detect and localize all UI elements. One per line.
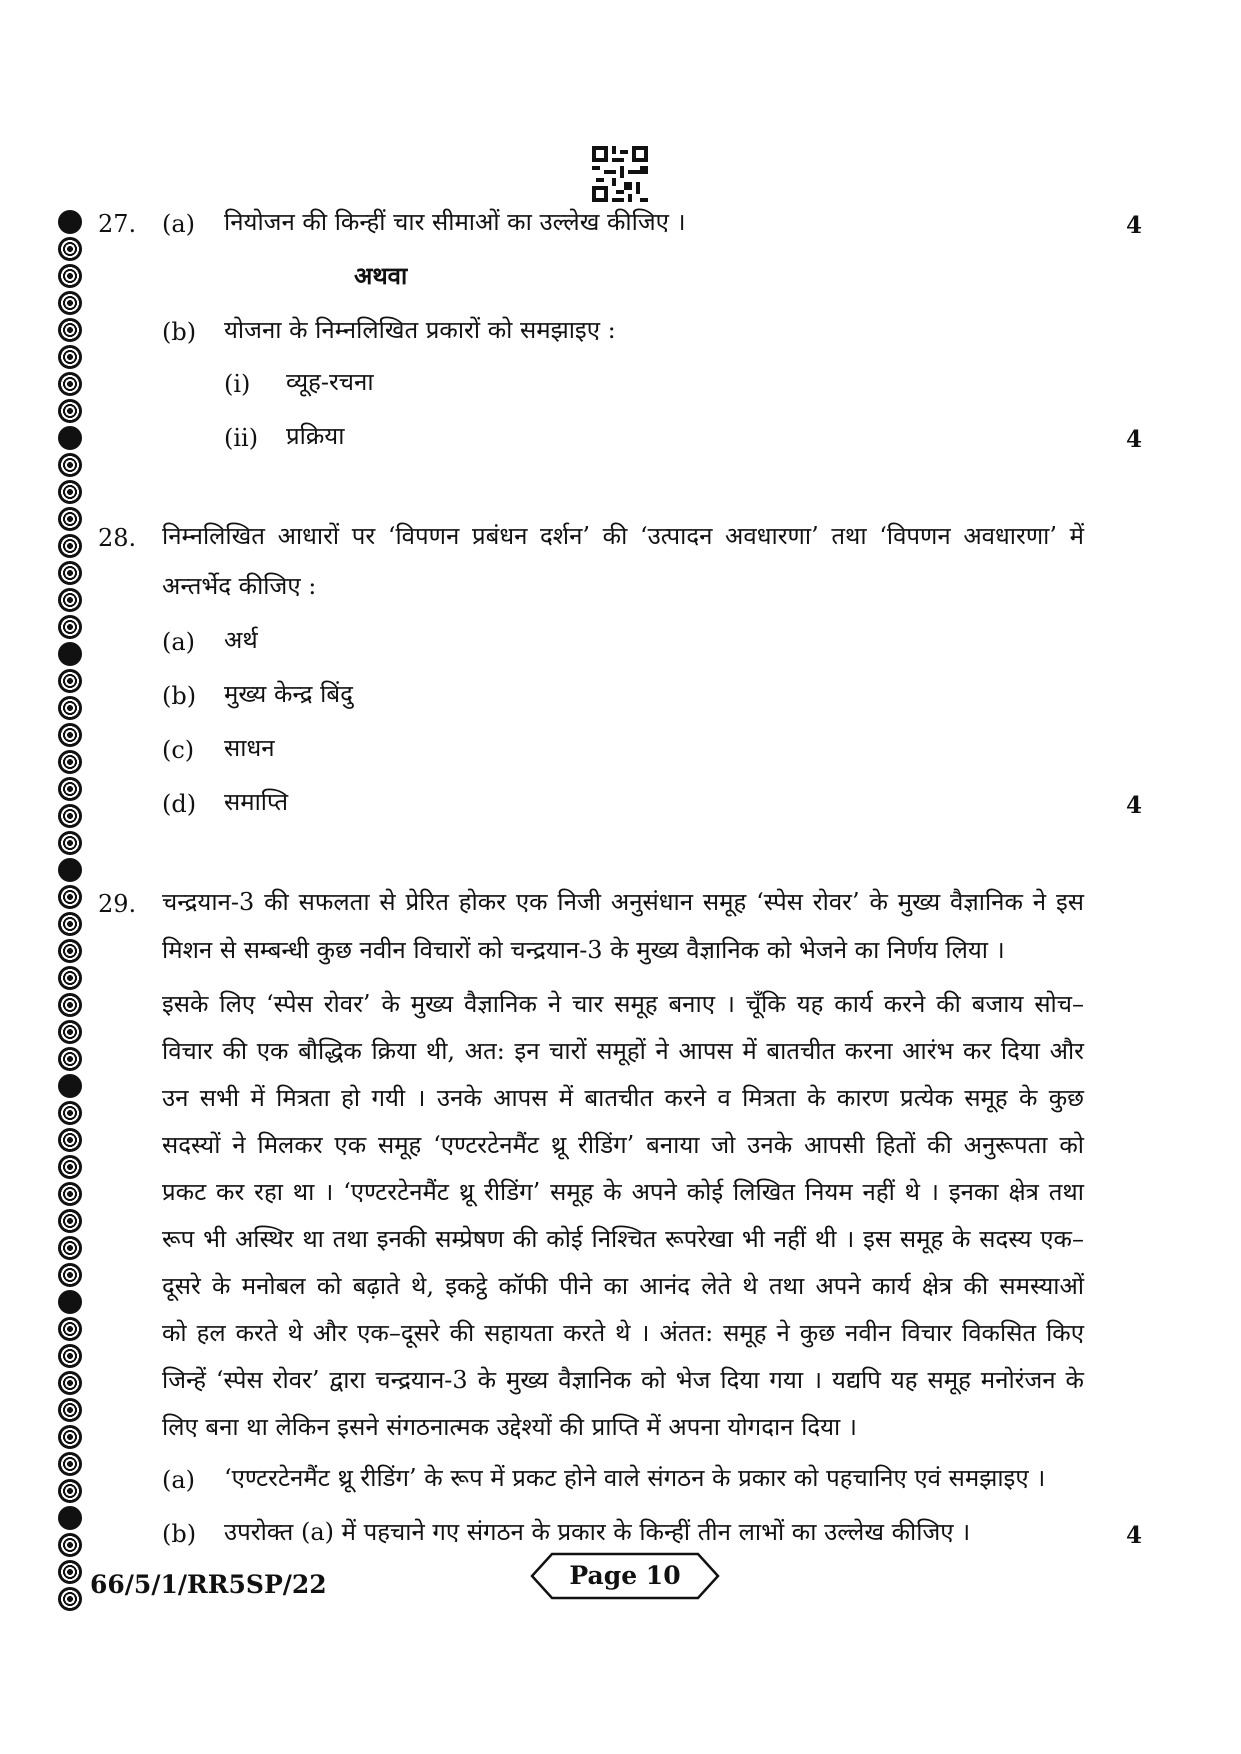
margin-ring [58, 534, 82, 558]
q28-item-label: (a) [162, 628, 196, 656]
q28-number: 28. [98, 524, 137, 552]
margin-ring [58, 885, 82, 909]
q29-para1-line: चन्द्रयान-3 की सफलता से प्रेरित होकर एक निजी अनुसंधान समूह ‘स्पेस रोवर’ के मुख्य वैज्ञानिक ने इस [162, 888, 1084, 916]
margin-ring [58, 1290, 82, 1314]
margin-ring [58, 291, 82, 315]
q29-para2-line: रूप भी अस्थिर था तथा इनकी सम्प्रेषण की कोई निश्चित रूपरेखा भी नहीं थी । इस समूह के सदस्य एक– [162, 1225, 1084, 1253]
q28-item-label: (d) [162, 790, 197, 818]
margin-ring [58, 1317, 82, 1341]
margin-ring [58, 912, 82, 936]
margin-ring [58, 264, 82, 288]
q28-item-text: साधन [224, 734, 275, 762]
q27-b-label: (b) [162, 318, 197, 346]
margin-ring [58, 1344, 82, 1368]
margin-ring [58, 1587, 82, 1611]
margin-ring [58, 1263, 82, 1287]
q29-b-text: उपरोक्त (a) में पहचाने गए संगठन के प्रकार के किन्हीं तीन लाभों का उल्लेख कीजिए । [224, 1518, 971, 1546]
margin-ring [58, 399, 82, 423]
margin-ring [58, 1074, 82, 1098]
margin-ring [58, 1425, 82, 1449]
qr-code-icon [592, 146, 648, 202]
paper-code: 66/5/1/RR5SP/22 [90, 1570, 327, 1599]
q29-para1-line: मिशन से सम्बन्धी कुछ नवीन विचारों को चन्द्रयान-3 के मुख्य वैज्ञानिक को भेजने का निर्णय लिया । [162, 936, 1005, 964]
page-number: Page 10 [569, 1561, 681, 1590]
q28-item-text: मुख्य केन्द्र बिंदु [224, 680, 353, 708]
q28-item-text: अर्थ [224, 626, 258, 654]
q27-a-marks: 4 [1126, 212, 1143, 239]
margin-ring [58, 1236, 82, 1260]
margin-ring [58, 1047, 82, 1071]
q27-b-item-label: (i) [224, 370, 251, 398]
q27-a-text: नियोजन की किन्हीं चार सीमाओं का उल्लेख कीजिए । [224, 208, 686, 236]
margin-ring [58, 480, 82, 504]
margin-ring [58, 372, 82, 396]
margin-ring [58, 696, 82, 720]
q29-para2-line: उन सभी में मित्रता हो गयी । उनके आपस में बातचीत करने व मित्रता के कारण प्रत्येक समूह के कुछ [162, 1084, 1084, 1112]
margin-ring [58, 1560, 82, 1584]
q29-number: 29. [98, 890, 137, 918]
margin-ring [58, 1479, 82, 1503]
q29-para2-line: को हल करते थे और एक–दूसरे की सहायता करते थे । अंतत: समूह ने कुछ नवीन विचार विकसित किए [162, 1319, 1084, 1347]
margin-ring [58, 1182, 82, 1206]
q27-number: 27. [98, 210, 137, 238]
q29-para2-line: इसके लिए ‘स्पेस रोवर’ के मुख्य वैज्ञानिक ने चार समूह बनाए । चूँकि यह कार्य करने की बजाय सोच– [162, 990, 1084, 1018]
margin-ring [58, 939, 82, 963]
margin-ring [58, 588, 82, 612]
q28-item-label: (b) [162, 682, 197, 710]
margin-ring [58, 804, 82, 828]
q29-para2-line: दूसरे के मनोबल को बढ़ाते थे, इकट्ठे कॉफी पीने का आनंद लेते थे तथा अपने कार्य क्षेत्र की समस्याओं [162, 1272, 1084, 1300]
q29-para2-line: विचार की एक बौद्धिक क्रिया थी, अत: इन चारों समूहों ने आपस में बातचीत करना आरंभ कर दिया और [162, 1037, 1084, 1065]
margin-ring [58, 858, 82, 882]
q27-b-text: योजना के निम्नलिखित प्रकारों को समझाइए : [224, 316, 616, 344]
margin-ring [58, 1533, 82, 1557]
margin-ring [58, 1155, 82, 1179]
margin-ring [58, 1506, 82, 1530]
margin-ring [58, 993, 82, 1017]
margin-ring [58, 777, 82, 801]
q27-b-item-text: प्रक्रिया [286, 422, 345, 450]
q29-para2-line: जिन्हें ‘स्पेस रोवर’ द्वारा चन्द्रयान-3 के मुख्य वैज्ञानिक को भेज दिया गया । यद्यपि यह समूह मनोरंजन के [162, 1366, 1084, 1394]
margin-ring [58, 669, 82, 693]
margin-ring [58, 750, 82, 774]
margin-ring [58, 1101, 82, 1125]
margin-ring [58, 1020, 82, 1044]
q27-b-item-label: (ii) [224, 424, 259, 452]
margin-ring [58, 615, 82, 639]
q27-b-marks: 4 [1126, 426, 1143, 453]
margin-ring [58, 1371, 82, 1395]
margin-ring [58, 345, 82, 369]
margin-ring [58, 426, 82, 450]
margin-ring [58, 1398, 82, 1422]
margin-ring [58, 507, 82, 531]
margin-ring-strip [58, 210, 88, 1620]
q28-line: अन्तर्भेद कीजिए : [162, 572, 317, 600]
margin-ring [58, 318, 82, 342]
margin-ring [58, 1452, 82, 1476]
q29-para2-line: प्रकट कर रहा था । ‘एण्टरटेनमैंट थ्रू रीडिंग’ समूह के अपने कोई लिखित नियम नहीं थे । इनका क्षेत्र तथा [162, 1178, 1084, 1206]
q28-marks: 4 [1126, 792, 1143, 819]
q27-a-label: (a) [162, 210, 196, 238]
margin-ring [58, 210, 82, 234]
q28-item-text: समाप्ति [224, 788, 289, 816]
margin-ring [58, 966, 82, 990]
q27-b-item-text: व्यूह-रचना [286, 368, 374, 396]
margin-ring [58, 561, 82, 585]
margin-ring [58, 642, 82, 666]
page-number-badge [530, 1552, 720, 1600]
margin-ring [58, 1128, 82, 1152]
q27-or: अथवा [354, 261, 408, 290]
margin-ring [58, 237, 82, 261]
margin-ring [58, 1209, 82, 1233]
margin-ring [58, 723, 82, 747]
q29-para2-line: सदस्यों ने मिलकर एक समूह ‘एण्टरटेनमैंट थ्रू रीडिंग’ बनाया जो उनके आपसी हितों की अनुरूपता को [162, 1131, 1084, 1159]
q29-b-label: (b) [162, 1520, 197, 1548]
q28-line: निम्नलिखित आधारों पर ‘विपणन प्रबंधन दर्शन’ की ‘उत्पादन अवधारणा’ तथा ‘विपणन अवधारणा’ में [162, 522, 1084, 550]
margin-ring [58, 831, 82, 855]
q29-a-label: (a) [162, 1466, 196, 1494]
q28-item-label: (c) [162, 736, 195, 764]
q29-marks: 4 [1126, 1522, 1143, 1549]
q29-para2-line: लिए बना था लेकिन इसने संगठनात्मक उद्देश्यों की प्राप्ति में अपना योगदान दिया । [162, 1413, 857, 1441]
q29-a-text: ‘एण्टरटेनमैंट थ्रू रीडिंग’ के रूप में प्रकट होने वाले संगठन के प्रकार को पहचानिए एवं समझाइए । [224, 1464, 1046, 1492]
margin-ring [58, 453, 82, 477]
